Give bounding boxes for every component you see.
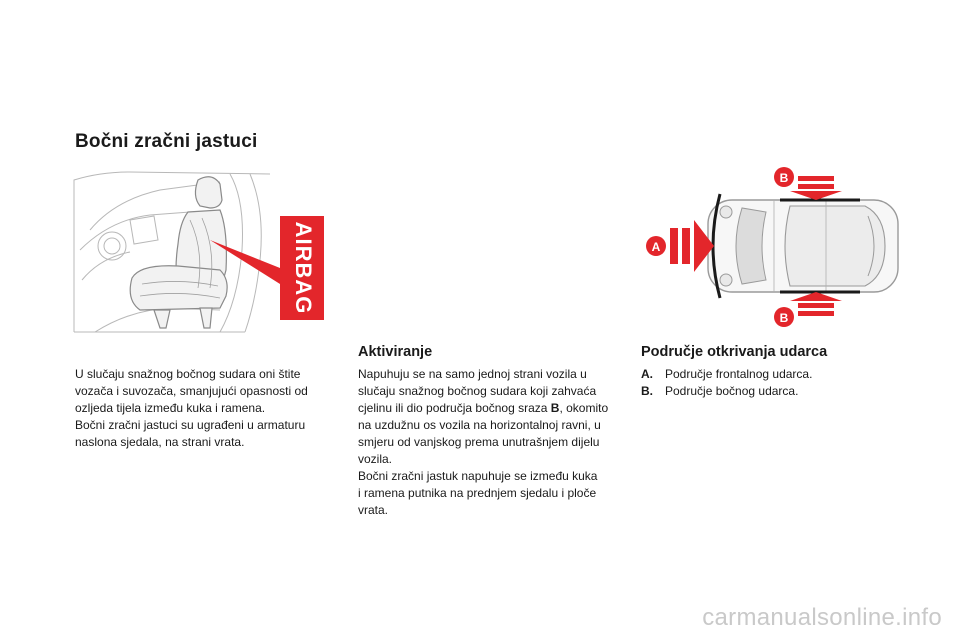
zone-b-ref: B <box>550 401 560 415</box>
list-item-text: Područje frontalnog udarca. <box>665 367 813 381</box>
col2-line: Napuhuju se na samo jednoj strani vozila u <box>358 367 587 381</box>
col2-line: slučaju snažnog bočnog sudara koji zahvaća <box>358 384 597 398</box>
activation-heading: Aktiviranje <box>358 344 433 360</box>
col1-line: vozača i suvozača, smanjujući opasnosti od <box>75 384 308 398</box>
list-item-text: Područje bočnog udarca. <box>665 384 799 398</box>
col2-line: na uzdužnu os vozila na horizontalnoj ravni, u <box>358 418 601 432</box>
list-item <box>641 383 901 400</box>
col2-line <box>358 400 628 417</box>
zone-b-bottom-label: B <box>779 311 789 325</box>
col2-line: vozila. <box>358 452 393 466</box>
list-item-label: A. <box>641 367 653 381</box>
col2-line: vrata. <box>358 503 389 517</box>
airbag-badge-text: AIRBAG <box>291 221 317 315</box>
col2-line-text: , okomito <box>559 401 609 415</box>
col2-line: i ramena putnika na prednjem sjedalu i ploče <box>358 486 597 500</box>
col1-line: naslona sjedala, na strani vrata. <box>75 435 245 449</box>
activation-paragraph <box>358 366 628 519</box>
col2-line-text: cjelinu ili dio područja bočnog sraza <box>358 401 551 415</box>
col1-line: U slučaju snažnog bočnog sudara oni štite <box>75 367 301 381</box>
zone-b-top-label: B <box>779 171 789 185</box>
detection-zone-list <box>641 366 901 400</box>
col2-line: Bočni zračni jastuk napuhuje se između kuka <box>358 469 598 483</box>
detection-zone-heading: Područje otkrivanja udarca <box>641 344 828 360</box>
seat-airbag-illustration <box>70 160 332 336</box>
list-item-label: B. <box>641 384 653 398</box>
list-item <box>641 366 901 383</box>
col2-line: smjeru od vanjskog prema unutrašnjem dijelu <box>358 435 600 449</box>
car-impact-zones-illustration <box>640 160 905 336</box>
col1-line: ozljeda tijela između kuka i ramena. <box>75 401 266 415</box>
watermark: carmanualsonline.info <box>702 604 942 631</box>
page-title: Bočni zračni jastuci <box>75 131 258 152</box>
col1-paragraph <box>75 366 335 451</box>
col1-line: Bočni zračni jastuci su ugrađeni u armaturu <box>75 418 306 432</box>
zone-a-label: A <box>651 240 661 254</box>
